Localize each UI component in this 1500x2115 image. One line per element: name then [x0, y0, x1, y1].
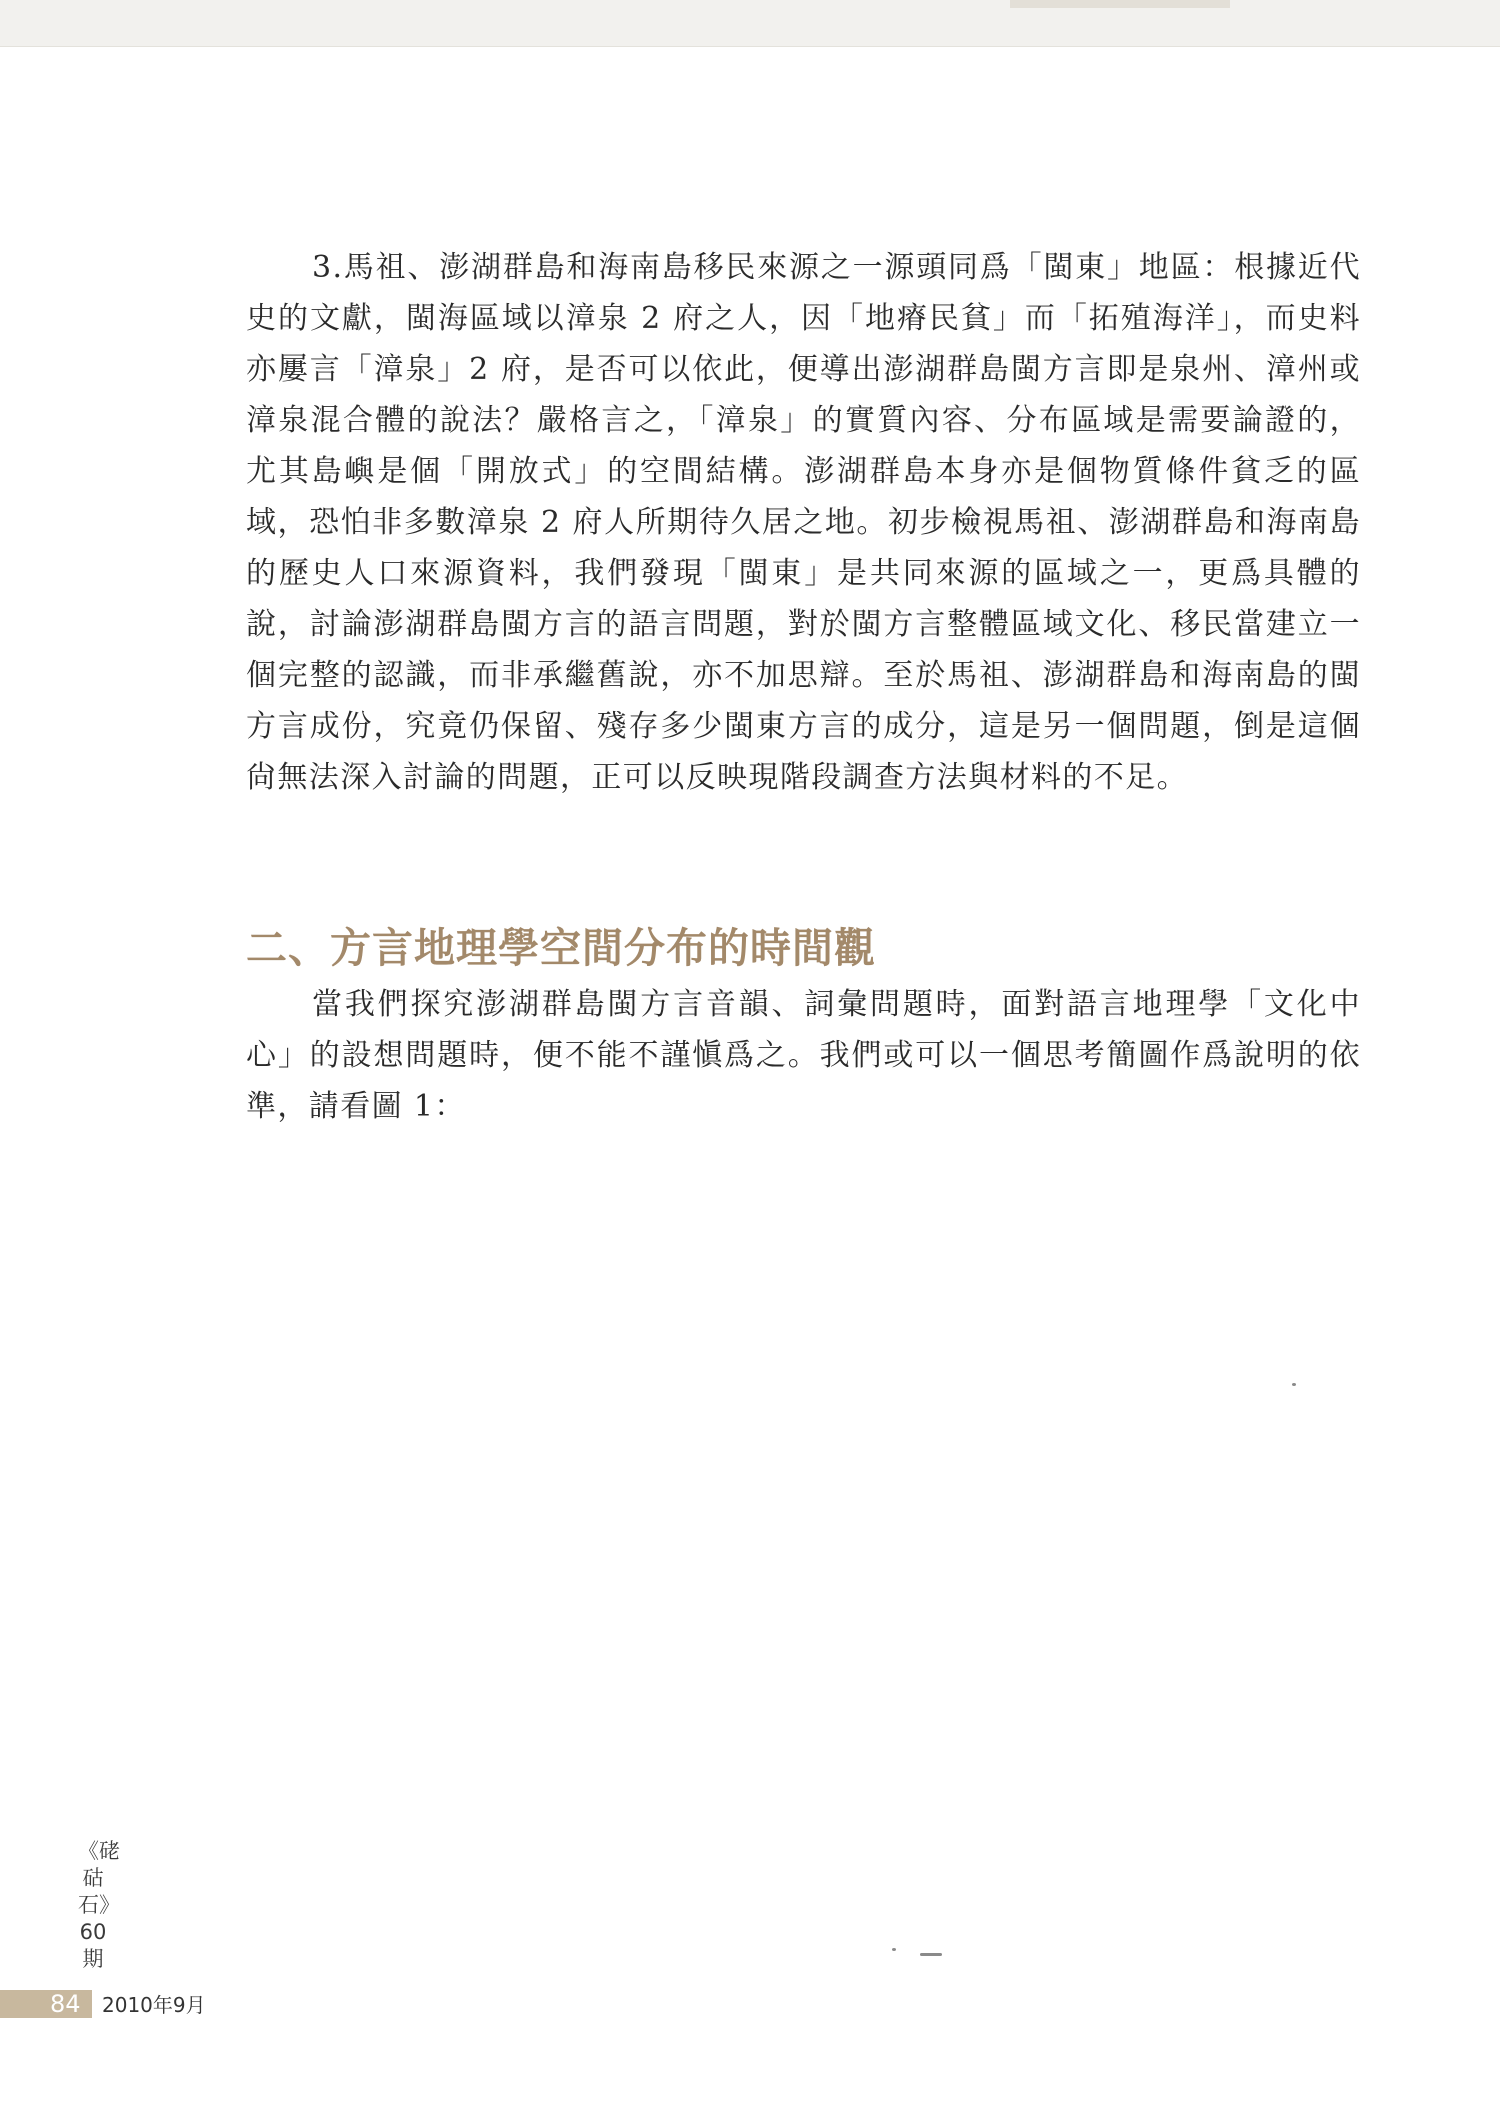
scan-speck	[892, 1948, 896, 1951]
publication-title: 《硓𥑮石》60期	[78, 1839, 120, 1971]
page-number: 84	[50, 1990, 81, 2018]
page-content	[246, 242, 1361, 1132]
scan-speck	[920, 1953, 942, 1956]
body-paragraph: 當我們探究澎湖群島閩方言音韻、詞彙問題時，面對語言地理學「文化中心」的設想問題時，便不能不謹愼爲之。我們或可以一個思考簡圖作爲說明的依準，請看圖 1：	[246, 987, 1361, 1124]
issue-date: 2010年9月	[102, 1993, 206, 2017]
header-decoration	[1010, 0, 1230, 8]
top-margin-band	[0, 0, 1500, 47]
scan-speck	[1292, 1383, 1296, 1386]
section-heading: 二、方言地理學空間分布的時間觀	[246, 924, 876, 972]
body-paragraph: 3.馬祖、澎湖群島和海南島移民來源之一源頭同爲「閩東」地區：根據近代史的文獻，閩海區域以漳泉 2 府之人，因「地瘠民貧」而「拓殖海洋」，而史料亦屢言「漳泉」2 府，是否可以依此，便導出澎湖群島閩方言即是泉州、漳州或漳泉混合體的說法？嚴格言之，「漳泉」的實質內容、分布區域是需要論證的，尤其島嶼是個「開放式」的空間結構。澎湖群島本身亦是個物質條件貧乏的區域，恐怕非多數漳泉 2 府人所期待久居之地。初步檢視馬祖、澎湖群島和海南島的歷史人口來源資料，我們發現「閩東」是共同來源的區域之一，更爲具體的說，討論澎湖群島閩方言的語言問題，對於閩方言整體區域文化、移民當建立一個完整的認識，而非承繼舊說，亦不加思辯。至於馬祖、澎湖群島和海南島的閩方言成份，究竟仍保留、殘存多少閩東方言的成分，這是另一個問題，倒是這個尙無法深入討論的問題，正可以反映現階段調查方法與材料的不足。	[246, 250, 1361, 795]
